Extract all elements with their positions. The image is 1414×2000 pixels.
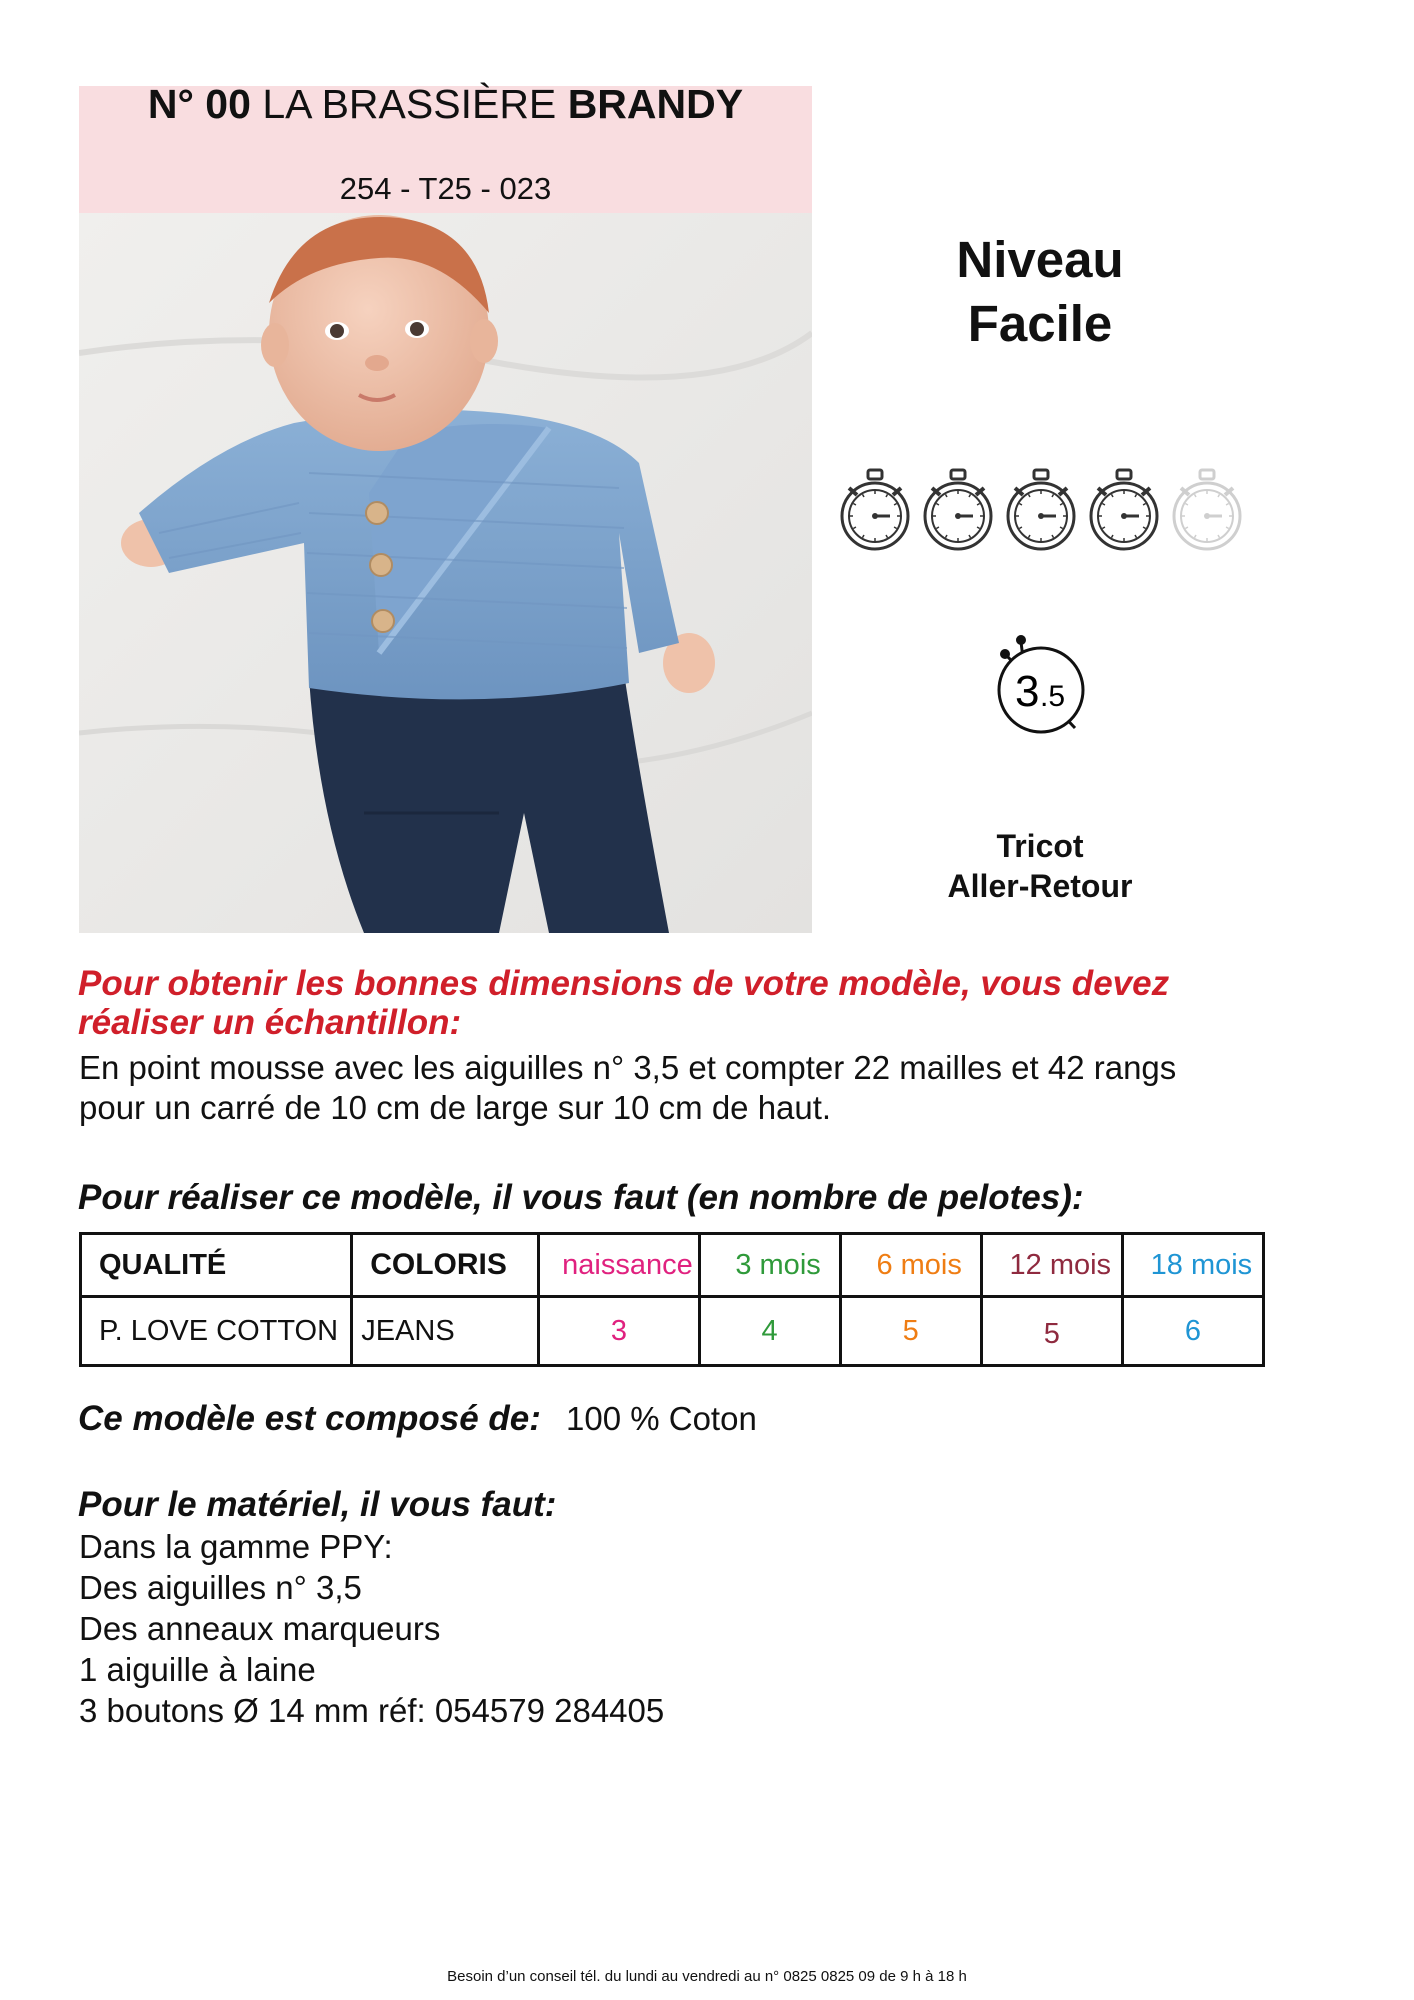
list-item: Dans la gamme PPY: bbox=[79, 1528, 393, 1565]
stopwatch-icon bbox=[925, 470, 991, 549]
composition-value: 100 % Coton bbox=[566, 1400, 757, 1437]
cell-color: JEANS bbox=[352, 1297, 539, 1366]
technique-line1: Tricot bbox=[996, 828, 1084, 864]
stopwatch-icon-empty bbox=[1174, 470, 1240, 549]
cell-qty: 4 bbox=[699, 1297, 840, 1366]
technique-line2: Aller-Retour bbox=[947, 868, 1133, 904]
product-photo bbox=[79, 213, 812, 933]
stopwatch-icon bbox=[1008, 470, 1074, 549]
difficulty-rating bbox=[838, 466, 1248, 554]
pattern-number: N° 00 bbox=[147, 81, 251, 127]
pattern-name-bold: BRANDY bbox=[567, 81, 744, 127]
cell-qty: 5 bbox=[840, 1297, 981, 1366]
gauge-text-line2: pour un carré de 10 cm de large sur 10 cm de haut. bbox=[79, 1089, 832, 1126]
composition-label: Ce modèle est composé de: bbox=[78, 1399, 541, 1438]
yarn-table bbox=[79, 1232, 1265, 1367]
cell-quality: P. LOVE COTTON bbox=[81, 1297, 352, 1366]
list-item: Des aiguilles n° 3,5 bbox=[79, 1569, 362, 1606]
cell-qty: 5 bbox=[981, 1297, 1122, 1366]
table-header-row bbox=[81, 1234, 1264, 1297]
technique-block bbox=[880, 826, 1200, 906]
list-item: 3 boutons Ø 14 mm réf: 054579 284405 bbox=[79, 1692, 665, 1729]
gauge-heading-line1: Pour obtenir les bonnes dimensions de votre modèle, vous devez bbox=[78, 964, 1170, 1003]
col-color: COLORIS bbox=[352, 1234, 539, 1297]
col-quality: QUALITÉ bbox=[81, 1234, 352, 1297]
difficulty-block bbox=[880, 228, 1200, 356]
needle-size-small: .5 bbox=[1040, 680, 1066, 713]
table-row bbox=[81, 1297, 1264, 1366]
needle-size-big: 3 bbox=[1015, 667, 1040, 716]
list-item: Des anneaux marqueurs bbox=[79, 1610, 441, 1647]
cell-qty: 6 bbox=[1122, 1297, 1263, 1366]
col-size: 3 mois bbox=[699, 1234, 840, 1297]
col-size: 6 mois bbox=[840, 1234, 981, 1297]
difficulty-label: Niveau bbox=[956, 231, 1124, 288]
col-size: 12 mois bbox=[981, 1234, 1122, 1297]
cell-qty: 3 bbox=[539, 1297, 699, 1366]
list-item: 1 aiguille à laine bbox=[79, 1651, 316, 1688]
stopwatch-icon bbox=[842, 470, 908, 549]
needle-size-badge bbox=[985, 628, 1097, 740]
pattern-reference: 254 - T25 - 023 bbox=[339, 171, 552, 206]
gauge-heading bbox=[78, 964, 1338, 1042]
stopwatch-icon bbox=[1091, 470, 1157, 549]
col-size: naissance bbox=[539, 1234, 699, 1297]
material-heading: Pour le matériel, il vous faut: bbox=[78, 1485, 557, 1524]
material-list bbox=[79, 1526, 664, 1731]
gauge-text bbox=[79, 1048, 1339, 1128]
difficulty-value: Facile bbox=[967, 295, 1113, 352]
pattern-name: LA BRASSIÈRE bbox=[262, 81, 557, 127]
pattern-title bbox=[79, 82, 812, 126]
col-size: 18 mois bbox=[1122, 1234, 1263, 1297]
yarn-heading: Pour réaliser ce modèle, il vous faut (en nombre de pelotes): bbox=[78, 1178, 1084, 1217]
gauge-text-line1: En point mousse avec les aiguilles n° 3,5 et compter 22 mailles et 42 rangs bbox=[79, 1049, 1177, 1086]
gauge-heading-line2: réaliser un échantillon: bbox=[78, 1003, 462, 1042]
footer-note: Besoin d’un conseil tél. du lundi au vendredi au n° 0825 0825 09 de 9 h à 18 h bbox=[447, 1968, 967, 1985]
